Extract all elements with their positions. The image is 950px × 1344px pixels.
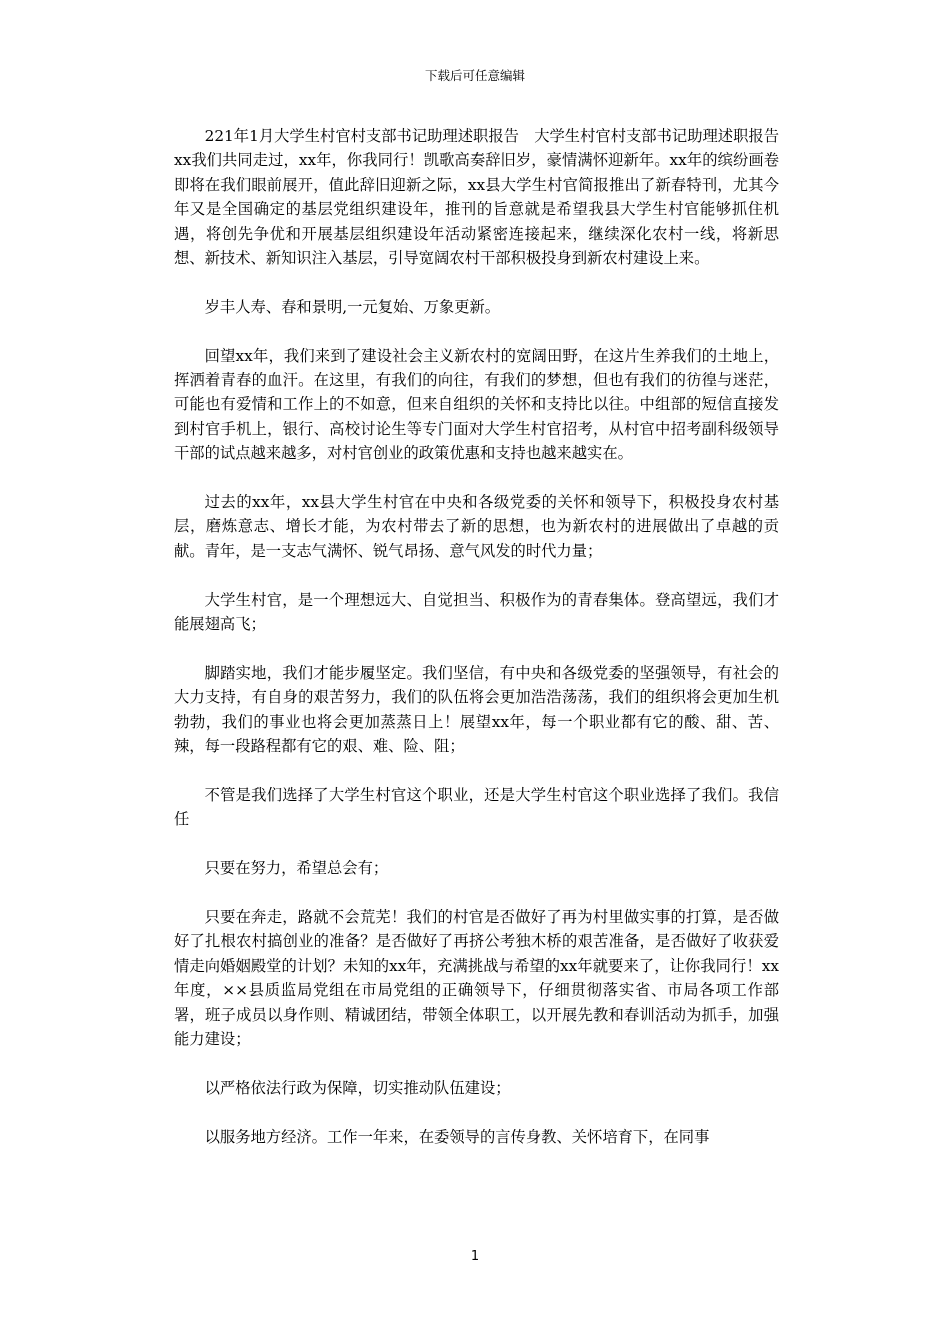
paragraph: 以严格依法行政为保障，切实推动队伍建设； xyxy=(204,1078,511,1097)
paragraph: 221年1月大学生村官村支部书记助理述职报告 大学生村官村支部书记助理述职报告xx我们共同走过，xx年，你我同行！凯歌高奏辞旧岁，豪情满怀迎新年。xx年的缤纷画卷即将在我们眼前展开，值此辞旧迎新之际，xx县大学生村官简报推出了新春特刊，尤其今年又是全国确定的基层党组织建设年，推刊的旨意就是希望我县大学生村官能够抓住机遇，将创先争优和开展基层组织建设年活动紧密连接起来，继续深化农村一线，将新思想、新技术、新知识注入基层，引导宽阔农村干部积极投身到新农村建设上来。 xyxy=(174,127,779,268)
page-header: 下载后可任意编辑 xyxy=(424,68,525,83)
paragraph: 过去的xx年，xx县大学生村官在中央和各级党委的关怀和领导下，积极投身农村基层，磨炼意志、增长才能，为农村带去了新的思想，也为新农村的进展做出了卓越的贡献。青年，是一支志气满怀、锐气昂扬、意气风发的时代力量； xyxy=(174,493,779,560)
paragraph: 不管是我们选择了大学生村官这个职业，还是大学生村官这个职业选择了我们。我信任 xyxy=(174,785,779,829)
paragraph: 只要在奔走，路就不会荒芜！我们的村官是否做好了再为村里做实事的打算，是否做好了扎根农村搞创业的准备？是否做好了再挤公考独木桥的艰苦准备，是否做好了收获爱情走向婚姻殿堂的计划？未知的xx年，充满挑战与希望的xx年就要来了，让你我同行！xx年度，××县质监局党组在市局党组的正确领导下，仔细贯彻落实省、市局各项工作部署，班子成员以身作则、精诚团结，带领全体职工，以开展先教和春训活动为抓手，加强能力建设； xyxy=(174,907,779,1048)
paragraph: 脚踏实地，我们才能步履坚定。我们坚信，有中央和各级党委的坚强领导，有社会的大力支持，有自身的艰苦努力，我们的队伍将会更加浩浩荡荡，我们的组织将会更加生机勃勃，我们的事业也将会更加蒸蒸日上！展望xx年，每一个职业都有它的酸、甜、苦、辣，每一段路程都有它的艰、难、险、阻； xyxy=(174,663,779,756)
paragraph: 回望xx年，我们来到了建设社会主义新农村的宽阔田野，在这片生养我们的土地上，挥洒着青春的血汗。在这里，有我们的向往，有我们的梦想，但也有我们的彷徨与迷茫，可能也有爱情和工作上的不如意，但来自组织的关怀和支持比以往。中组部的短信直接发到村官手机上，银行、高校讨论生等专门面对大学生村官招考，从村官中招考副科级领导干部的试点越来越多，对村官创业的政策优惠和支持也越来越实在。 xyxy=(174,346,779,463)
paragraph: 以服务地方经济。工作一年来，在委领导的言传身教、关怀培育下，在同事 xyxy=(204,1127,710,1146)
paragraph: 大学生村官，是一个理想远大、自觉担当、积极作为的青春集体。登高望远，我们才能展翅高飞； xyxy=(174,590,779,634)
document-body xyxy=(174,124,779,1173)
paragraph: 岁丰人寿、春和景明,一元复始、万象更新。 xyxy=(204,297,501,316)
paragraph: 只要在努力，希望总会有； xyxy=(204,859,389,878)
page-number: 1 xyxy=(470,1249,480,1264)
